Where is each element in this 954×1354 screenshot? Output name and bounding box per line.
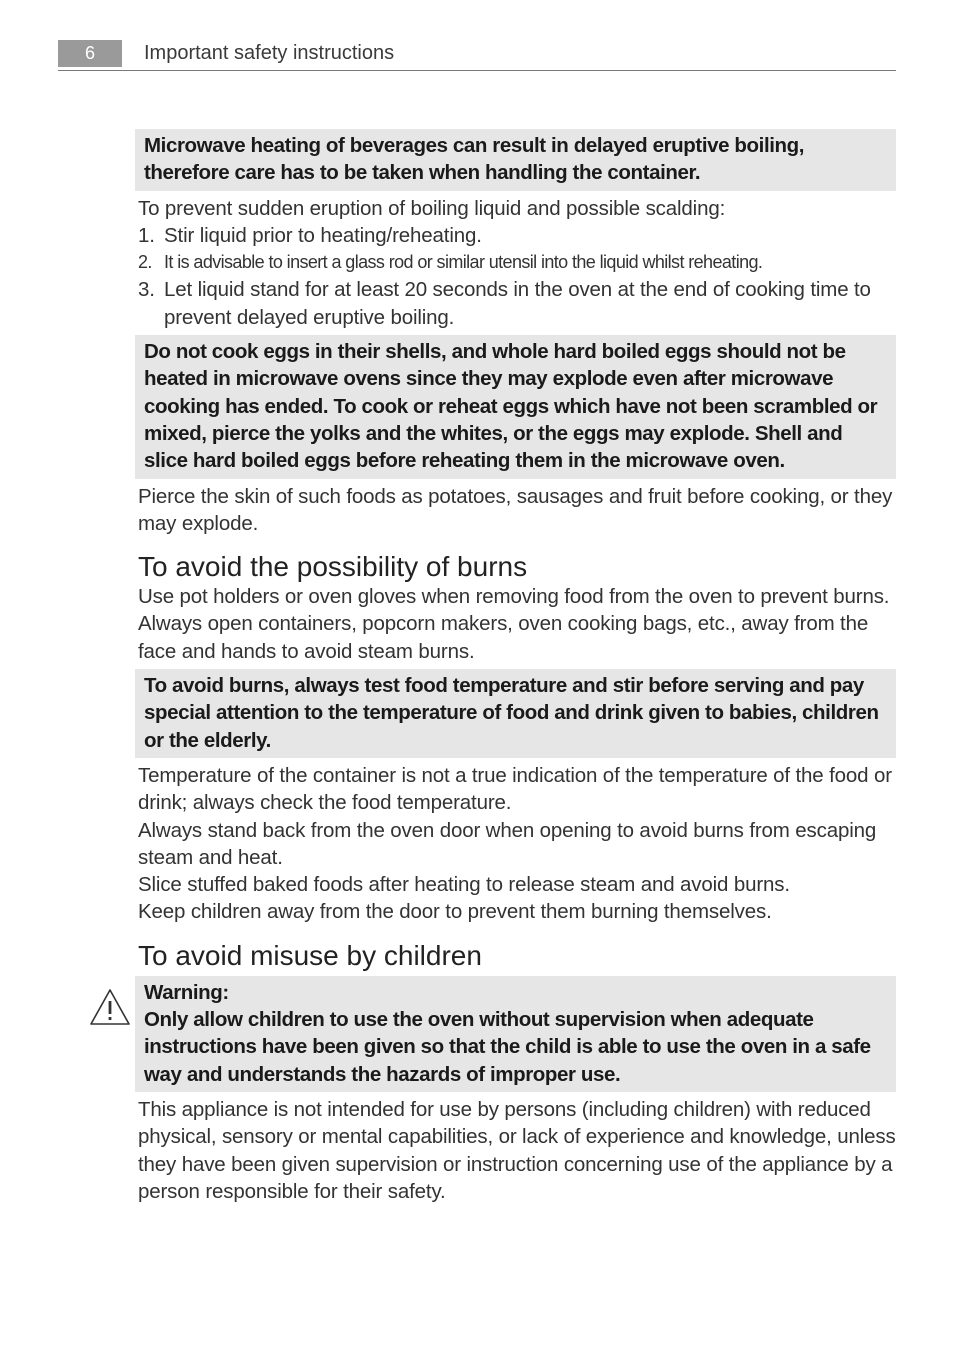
main-content xyxy=(135,129,896,1205)
list-item: 2. It is advisable to insert a glass rod or similar utensil into the liquid whilst reheating. xyxy=(138,252,763,273)
list-item: 3. Let liquid stand for at least 20 seconds in the oven at the end of cooking time to prevent delayed eruptive boiling. xyxy=(138,278,871,329)
header-title: Important safety instructions xyxy=(144,42,395,64)
warning-triangle-icon xyxy=(88,987,132,1027)
page-header xyxy=(58,40,896,71)
scalding-intro: To prevent sudden eruption of boiling liquid and possible scalding: xyxy=(138,196,726,220)
children-warning-box xyxy=(135,976,896,1092)
burns-heading: To avoid the possibility of burns xyxy=(138,551,528,583)
beverage-warning-box: Microwave heating of beverages can result in delayed eruptive boiling, therefore care has to be taken when handling the container. xyxy=(135,129,896,191)
appliance-use-paragraph: This appliance is not intended for use by persons (including children) with reduced physical, sensory or mental capabilities, or lack of experience and knowledge, unless they have been given supervision or instruction concerning use of the appliance by a person responsible for their safety. xyxy=(138,1097,896,1203)
stuffed-foods-paragraph: Slice stuffed baked foods after heating to release steam and avoid burns. xyxy=(138,873,790,897)
stand-back-paragraph: Always stand back from the oven door when opening to avoid burns from escaping steam and heat. xyxy=(138,818,877,869)
pot-holders-paragraph: Use pot holders or oven gloves when removing food from the oven to prevent burns. xyxy=(138,585,890,609)
eggs-warning-box: Do not cook eggs in their shells, and whole hard boiled eggs should not be heated in microwave ovens since they may explode even after microwave cooking has ended. To cook or reheat eggs which have not been scrambled or mixed, pierce the yolks and the whites, or the eggs may explode. Shell and slice hard boiled eggs before reheating them in the microwave oven. xyxy=(135,335,896,478)
page-number: 6 xyxy=(58,40,122,67)
pierce-paragraph: Pierce the skin of such foods as potatoes, sausages and fruit before cooking, or they may explode. xyxy=(138,484,893,535)
children-heading: To avoid misuse by children xyxy=(138,939,482,971)
warning-text: Only allow children to use the oven without supervision when adequate instructions have been given so that the child is able to use the oven in a safe way and understands the hazards of improper use. xyxy=(144,1008,871,1086)
reheating-steps-list xyxy=(135,222,896,331)
burns-warning-box: To avoid burns, always test food temperature and stir before serving and pay special attention to the temperature of food and drink given to babies, children or the elderly. xyxy=(135,669,896,758)
open-containers-paragraph: Always open containers, popcorn makers, oven cooking bags, etc., away from the face and hands to avoid steam burns. xyxy=(138,612,869,663)
container-temperature-paragraph: Temperature of the container is not a true indication of the temperature of the food or drink; always check the food temperature. xyxy=(138,763,892,815)
keep-children-paragraph: Keep children away from the door to prevent them burning themselves. xyxy=(138,900,772,924)
warning-label: Warning: xyxy=(144,980,229,1004)
list-item: 1. Stir liquid prior to heating/reheating. xyxy=(138,223,482,247)
